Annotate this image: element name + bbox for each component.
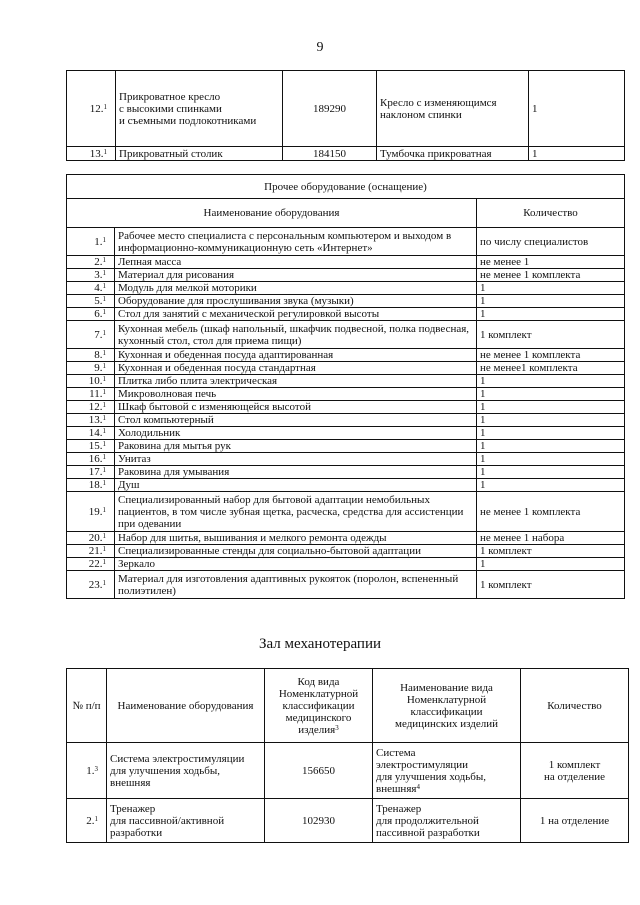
equipment-name: Зеркало: [115, 558, 477, 571]
table-row: [67, 427, 625, 440]
equipment-name: Холодильник: [115, 427, 477, 440]
row-number-text: 11.: [89, 388, 103, 400]
row-number-text: 17.: [88, 466, 103, 478]
table-row: [67, 228, 625, 256]
row-number-text: 14.: [88, 427, 103, 439]
nomenclature-kind: Тумбочка прикроватная: [377, 147, 529, 161]
quantity: 1: [477, 440, 625, 453]
row-number: [67, 479, 115, 492]
column-header-code: [265, 669, 373, 743]
footnote-mark: 1: [102, 545, 106, 553]
table-row: [67, 545, 625, 558]
footnote-mark: 1: [102, 440, 106, 448]
row-number: [67, 147, 116, 161]
equipment-name: Стол компьютерный: [115, 414, 477, 427]
quantity: 1 комплект: [477, 321, 625, 349]
nomenclature-kind: [373, 799, 521, 843]
row-number: [67, 295, 115, 308]
footnote-mark: 1: [102, 479, 106, 487]
equipment-name: Тренажер для пассивной/активной разработки: [107, 799, 265, 843]
footnote-mark: 4: [416, 782, 420, 791]
quantity: 1: [477, 427, 625, 440]
row-number: [67, 375, 115, 388]
nomenclature-kind-text: Система электростимуляции для улучшения ходьбы, внешняя: [376, 746, 486, 795]
row-number-text: 1.: [94, 235, 103, 248]
row-number-text: 16.: [88, 453, 103, 465]
equipment-name: Специализированные стенды для социально-бытовой адаптации: [115, 545, 477, 558]
quantity: не менее 1 набора: [477, 532, 625, 545]
row-number-text: 9.: [94, 362, 103, 374]
table-row: [67, 362, 625, 375]
equipment-name: Душ: [115, 479, 477, 492]
header-code-text: Код вида Номенклатурной классификации медицинского изделия: [278, 675, 359, 736]
row-number-text: 12.: [89, 102, 104, 115]
footnote-mark: 3: [94, 764, 98, 773]
equipment-name: Прикроватный столик: [116, 147, 283, 161]
quantity: 1 комплект: [477, 571, 625, 599]
row-number: [67, 545, 115, 558]
table-row: [67, 282, 625, 295]
nomenclature-code: 156650: [265, 743, 373, 799]
table-row: [67, 295, 625, 308]
quantity: 1: [477, 295, 625, 308]
row-number-text: 20.: [88, 532, 103, 544]
equipment-name: Рабочее место специалиста с персональным компьютером и выходом в информационно-коммуникационную сеть «Интернет»: [115, 228, 477, 256]
equipment-name: Материал для изготовления адаптивных рукояток (поролон, вспененный полиэтилен): [115, 571, 477, 599]
quantity: 1: [529, 147, 625, 161]
table-row: [67, 466, 625, 479]
row-number-text: 3.: [94, 269, 103, 281]
row-number: [67, 362, 115, 375]
footnote-mark: 1: [102, 308, 106, 316]
quantity: 1: [477, 479, 625, 492]
equipment-name: Раковина для умывания: [115, 466, 477, 479]
table-row: [67, 532, 625, 545]
row-number: [67, 492, 115, 532]
equipment-name: Стол для занятий с механической регулировкой высоты: [115, 308, 477, 321]
row-number: [67, 453, 115, 466]
equipment-name: Лепная масса: [115, 256, 477, 269]
equipment-name: Набор для шитья, вышивания и мелкого ремонта одежды: [115, 532, 477, 545]
equipment-name: Унитаз: [115, 453, 477, 466]
row-number-text: 7.: [94, 328, 103, 341]
equipment-name: Кухонная и обеденная посуда адаптированная: [115, 349, 477, 362]
equipment-name: Система электростимуляции для улучшения ходьбы, внешняя: [107, 743, 265, 799]
row-number-text: 4.: [94, 282, 103, 294]
equipment-name: Шкаф бытовой с изменяющейся высотой: [115, 401, 477, 414]
row-number-text: 2.: [86, 814, 95, 827]
equipment-name: Микроволновая печь: [115, 388, 477, 401]
other-equipment-title: Прочее оборудование (оснащение): [67, 175, 625, 199]
footnote-mark: 1: [102, 505, 106, 514]
table-row: [67, 308, 625, 321]
section-title-mechanotherapy: Зал механотерапии: [258, 636, 382, 652]
footnote-mark: 1: [102, 427, 106, 435]
table-row: [67, 479, 625, 492]
equipment-name: Оборудование для прослушивания звука (музыки): [115, 295, 477, 308]
column-header-quantity: Количество: [477, 199, 625, 228]
row-number-text: 8.: [94, 349, 103, 361]
table-row: [67, 349, 625, 362]
footnote-mark: 1: [102, 282, 106, 290]
row-number-text: 5.: [94, 295, 103, 307]
table-row: [67, 571, 625, 599]
footnote-mark: 1: [102, 532, 106, 540]
footnote-mark: 1: [102, 388, 106, 396]
row-number-text: 18.: [88, 479, 103, 491]
row-number-text: 23.: [88, 578, 103, 591]
quantity: 1: [477, 388, 625, 401]
table-row: [67, 147, 625, 161]
nomenclature-kind: Кресло с изменяющимся наклоном спинки: [377, 71, 529, 147]
footnote-mark: 1: [103, 102, 107, 111]
footnote-mark: 1: [102, 256, 106, 264]
row-number-text: 21.: [88, 545, 103, 557]
quantity: 1: [477, 308, 625, 321]
nomenclature-code: 184150: [283, 147, 377, 161]
table-row: [67, 743, 629, 799]
footnote-mark: 1: [102, 349, 106, 357]
nomenclature-code: 102930: [265, 799, 373, 843]
quantity: по числу специалистов: [477, 228, 625, 256]
row-number-text: 15.: [88, 440, 103, 452]
quantity: 1: [529, 71, 625, 147]
continued-equipment-table: [66, 70, 625, 161]
equipment-name: Прикроватное кресло с высокими спинками и съемными подлокотниками: [116, 71, 283, 147]
row-number: [67, 269, 115, 282]
footnote-mark: 1: [102, 578, 106, 587]
row-number: [67, 743, 107, 799]
mechanotherapy-table: [66, 668, 629, 843]
column-header-name: Наименование оборудования: [107, 669, 265, 743]
quantity: 1: [477, 453, 625, 466]
quantity: не менее1 комплекта: [477, 362, 625, 375]
row-number: [67, 388, 115, 401]
row-number-text: 10.: [88, 375, 103, 387]
row-number: [67, 532, 115, 545]
row-number: [67, 466, 115, 479]
row-number: [67, 321, 115, 349]
row-number: [67, 256, 115, 269]
footnote-mark: 1: [102, 401, 106, 409]
footnote-mark: 1: [102, 328, 106, 337]
footnote-mark: 1: [102, 414, 106, 422]
row-number: [67, 414, 115, 427]
table-row: [67, 401, 625, 414]
footnote-mark: 1: [102, 235, 106, 244]
table-row: [67, 453, 625, 466]
footnote-mark: 1: [102, 269, 106, 277]
column-header-number: № п/п: [67, 669, 107, 743]
table-row: [67, 269, 625, 282]
footnote-mark: 1: [94, 814, 98, 823]
table-row: [67, 558, 625, 571]
table-row: [67, 799, 629, 843]
footnote-mark: 1: [103, 147, 107, 156]
table-row: [67, 414, 625, 427]
quantity: не менее 1 комплекта: [477, 269, 625, 282]
quantity: 1 на отделение: [521, 799, 629, 843]
column-header-kind: Наименование вида Номенклатурной классификации медицинских изделий: [373, 669, 521, 743]
row-number: [67, 799, 107, 843]
row-number-text: 13.: [89, 147, 104, 160]
quantity: не менее 1 комплекта: [477, 492, 625, 532]
page-number: 9: [316, 40, 324, 55]
row-number: [67, 282, 115, 295]
other-equipment-table: [66, 174, 625, 599]
table-row: [67, 321, 625, 349]
quantity: не менее 1: [477, 256, 625, 269]
nomenclature-code: 189290: [283, 71, 377, 147]
nomenclature-kind-text: Тренажер для продолжительной пассивной разработки: [376, 802, 480, 839]
header-code-footnote: 3: [335, 723, 339, 732]
quantity: не менее 1 комплекта: [477, 349, 625, 362]
equipment-name: Кухонная мебель (шкаф напольный, шкафчик подвесной, полка подвесная, кухонный стол, стол для приема пищи): [115, 321, 477, 349]
table-row: [67, 440, 625, 453]
row-number: [67, 308, 115, 321]
equipment-name: Модуль для мелкой моторики: [115, 282, 477, 295]
quantity: 1: [477, 414, 625, 427]
row-number-text: 22.: [88, 558, 103, 570]
row-number-text: 2.: [94, 256, 103, 268]
table-row: [67, 71, 625, 147]
table-row: [67, 492, 625, 532]
equipment-name: Специализированный набор для бытовой адаптации немобильных пациентов, в том числе зубная щетка, расческа, средства для ассистенции при одевании: [115, 492, 477, 532]
row-number: [67, 440, 115, 453]
equipment-name: Кухонная и обеденная посуда стандартная: [115, 362, 477, 375]
footnote-mark: 1: [102, 295, 106, 303]
row-number-text: 19.: [88, 505, 103, 518]
equipment-name: Раковина для мытья рук: [115, 440, 477, 453]
footnote-mark: 1: [102, 375, 106, 383]
row-number: [67, 427, 115, 440]
footnote-mark: 1: [102, 466, 106, 474]
column-header-name: Наименование оборудования: [67, 199, 477, 228]
footnote-mark: 1: [102, 362, 106, 370]
row-number: [67, 349, 115, 362]
quantity: 1 комплект: [477, 545, 625, 558]
footnote-mark: 1: [102, 558, 106, 566]
row-number: [67, 571, 115, 599]
quantity: 1: [477, 558, 625, 571]
row-number: [67, 228, 115, 256]
quantity: 1: [477, 375, 625, 388]
column-header-quantity: Количество: [521, 669, 629, 743]
row-number-text: 1.: [86, 764, 95, 777]
equipment-name: Плитка либо плита электрическая: [115, 375, 477, 388]
row-number-text: 13.: [88, 414, 103, 426]
nomenclature-kind: [373, 743, 521, 799]
table-row: [67, 375, 625, 388]
table-row: [67, 256, 625, 269]
quantity: 1: [477, 282, 625, 295]
row-number: [67, 71, 116, 147]
row-number: [67, 558, 115, 571]
row-number: [67, 401, 115, 414]
row-number-text: 12.: [88, 401, 103, 413]
row-number-text: 6.: [94, 308, 103, 320]
quantity: 1: [477, 401, 625, 414]
table-row: [67, 388, 625, 401]
equipment-name: Материал для рисования: [115, 269, 477, 282]
quantity: 1 комплект на отделение: [521, 743, 629, 799]
quantity: 1: [477, 466, 625, 479]
footnote-mark: 1: [102, 453, 106, 461]
